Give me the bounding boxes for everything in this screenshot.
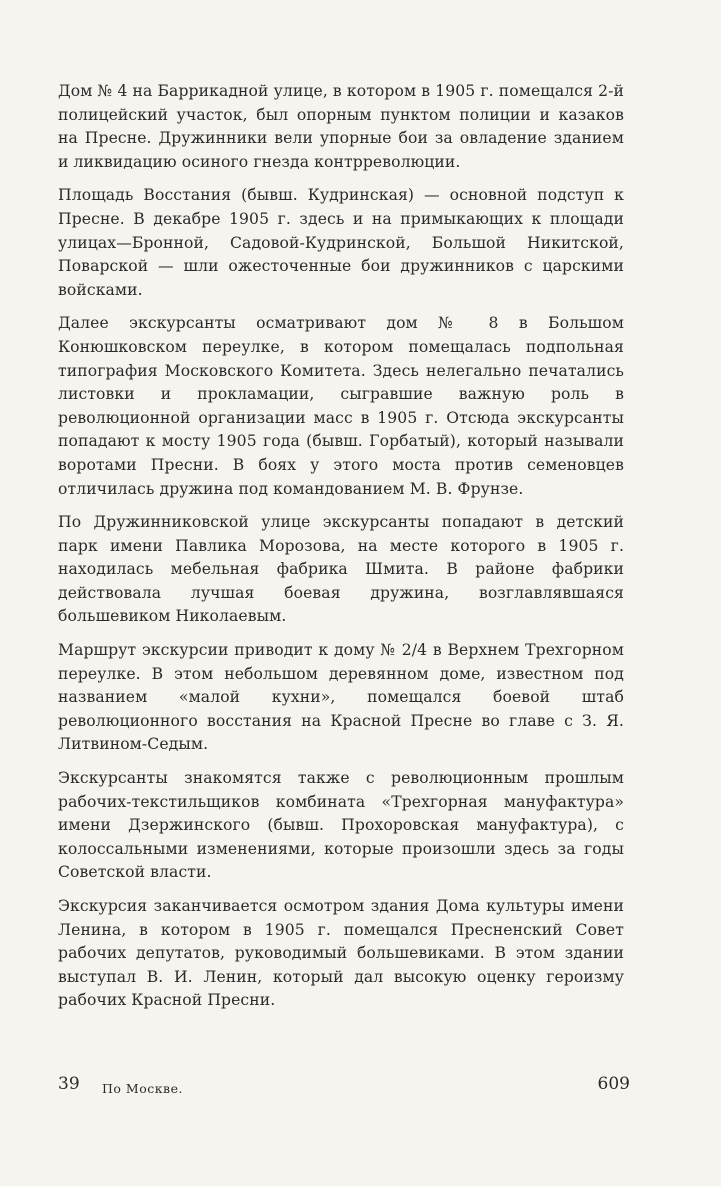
paragraph-druzhinnikovskaya: По Дружинниковской улице экскурсанты попадают в детский парк имени Павлика Морозова, на месте которого в 1905 г. находилась мебельная фабрика Шмита. В районе фабрики действовала лучшая боевая дружина, возглавлявшаяся большевиком Николаевым. — [58, 513, 624, 626]
page-number: 609 — [597, 1074, 630, 1094]
page-body — [58, 80, 624, 1023]
paragraph-barrikadnaya: Дом № 4 на Баррикадной улице, в котором в 1905 г. помещался 2-й полицейский участок, был опорным пунктом полиции и казаков на Пресне. Дружинники вели упорные бои за овладение зданием и ликвидацию осиного гнезда контрреволюции. — [58, 82, 624, 171]
paragraph-trekhgorny: Маршрут экскурсии приводит к дому № 2/4 в Верхнем Трехгорном переулке. В этом небольшом деревянном доме, известном под названием «малой кухни», помещался боевой штаб революционного восстания на Красной Пресне во главе с З. Я. Литвином-Седым. — [58, 641, 624, 754]
paragraph-ploshchad-vosstaniya: Площадь Восстания (бывш. Кудринская) — основной подступ к Пресне. В декабре 1905 г. здесь и на примыкающих к площади улицах—Бронной, Садовой-Кудринской, Большой Никитской, Поварской — шли ожесточенные бои дружинников с царскими войсками. — [58, 186, 624, 299]
paragraph-konyushkovsky: Далее экскурсанты осматривают дом № 8 в Большом Конюшковском переулке, в котором помещалась подпольная типография Московского Комитета. Здесь нелегально печатались листовки и прокламации, сыгравшие важную роль в революционной организации масс в 1905 г. Отсюда экскурсанты попадают к мосту 1905 года (бывш. Горбатый), который называли воротами Пресни. В боях у этого моста против семеновцев отличилась дружина под командованием М. В. Фрунзе. — [58, 314, 624, 498]
signature-number: 39 — [58, 1074, 80, 1094]
paragraph-trekhgornaya-manufaktura: Экскурсанты знакомятся также с революционным прошлым рабочих-текстильщиков комбината «Трехгорная мануфактура» имени Дзержинского (бывш. Прохоровская мануфактура), с колоссальными изменениями, которые произошли здесь за годы Советской власти. — [58, 769, 624, 882]
paragraph-dom-kultury: Экскурсия заканчивается осмотром здания Дома культуры имени Ленина, в котором в 1905 г. помещался Пресненский Совет рабочих депутатов, руководимый большевиками. В этом здании выступал В. И. Ленин, который дал высокую оценку героизму рабочих Красной Пресни. — [58, 897, 624, 1010]
signature-title: По Москве. — [102, 1081, 183, 1096]
